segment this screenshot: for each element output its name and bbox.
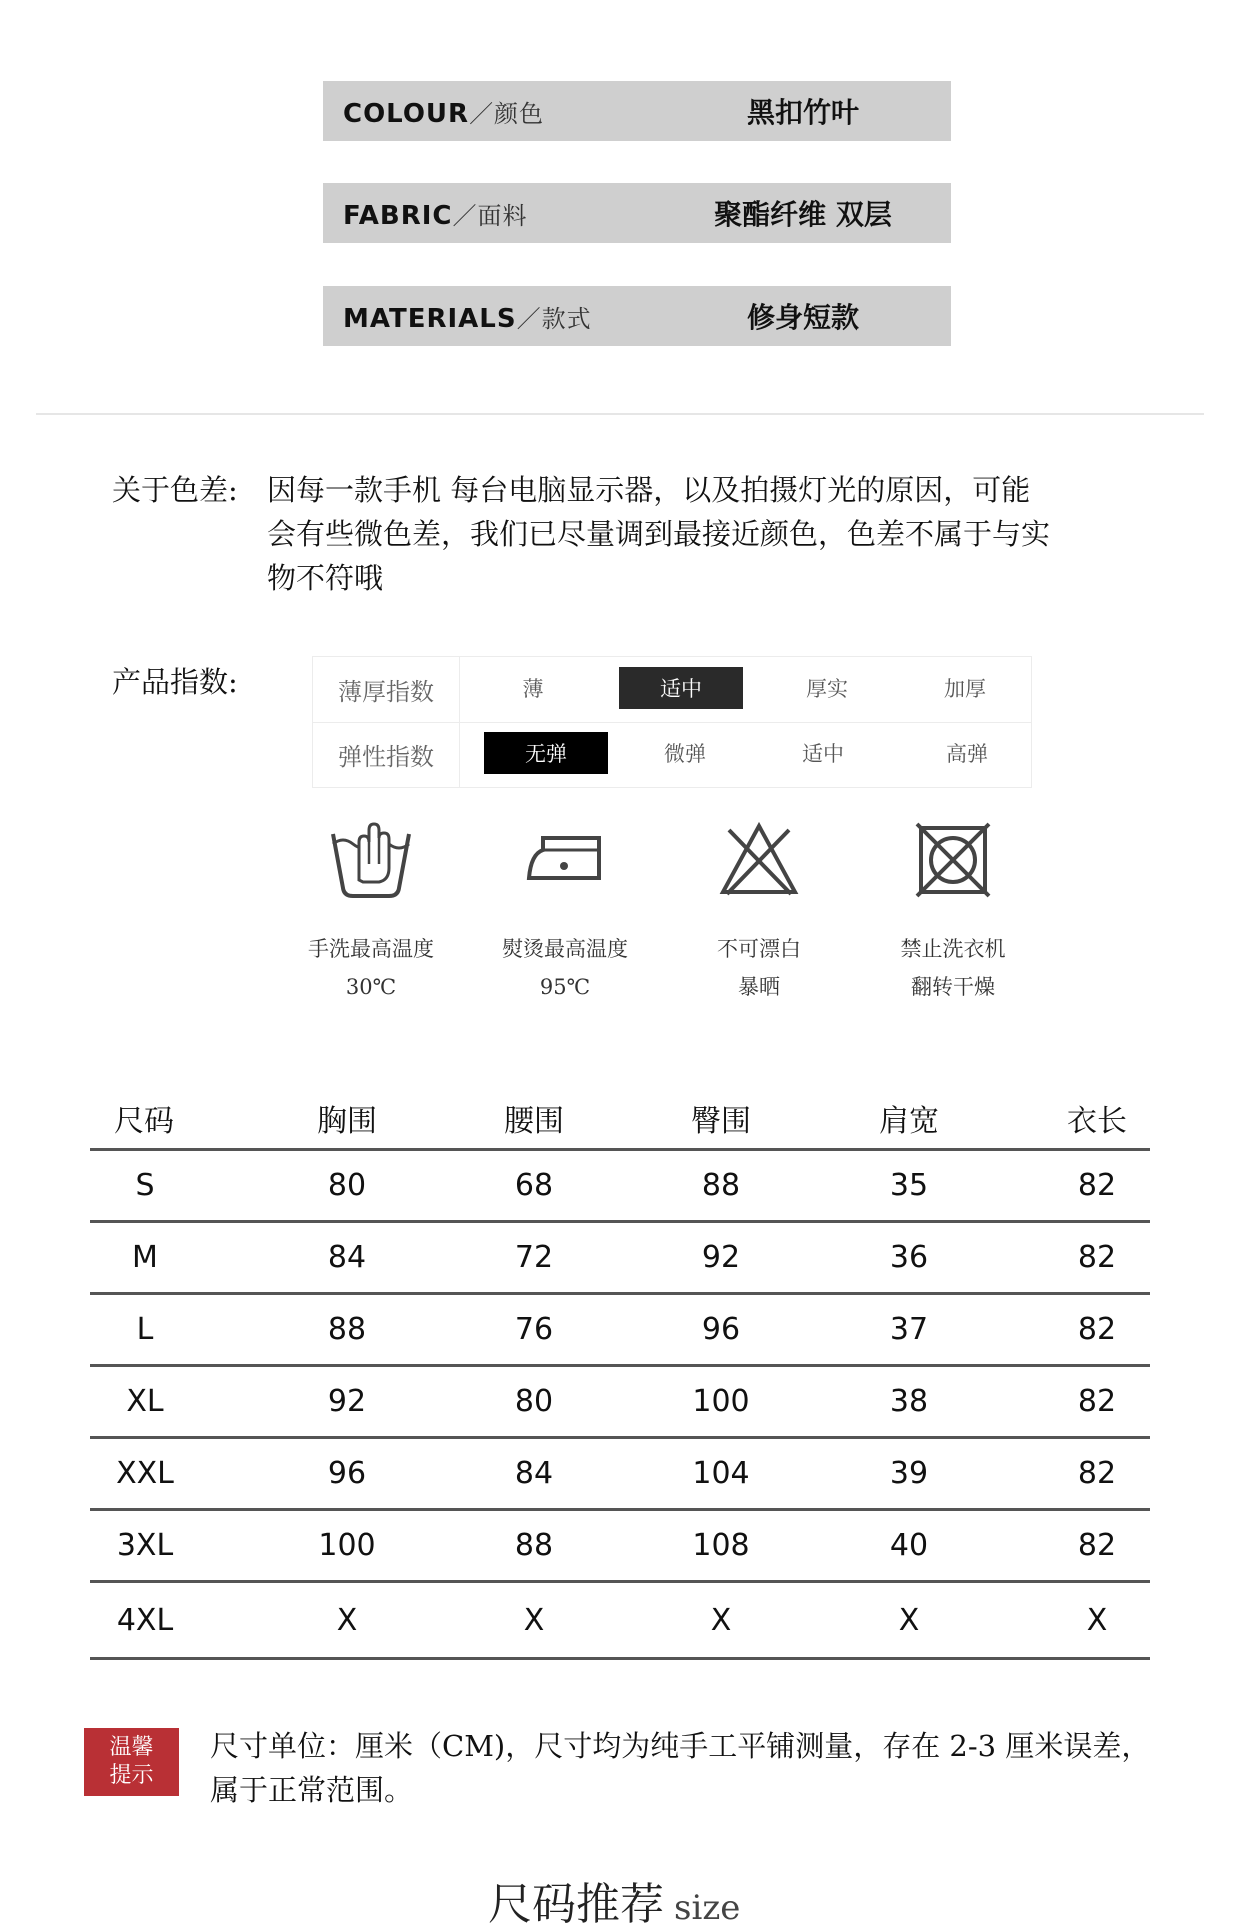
size-recommend-en: size bbox=[674, 1888, 741, 1928]
size-table-header bbox=[90, 1092, 1150, 1151]
table-cell: 82 bbox=[1077, 1528, 1117, 1563]
thickness-option: 薄 bbox=[522, 677, 544, 701]
table-cell: 82 bbox=[1077, 1384, 1117, 1419]
table-cell: 84 bbox=[327, 1240, 367, 1275]
table-row bbox=[90, 1439, 1150, 1511]
care-item-hand-wash bbox=[286, 820, 456, 1006]
elasticity-label: 弹性指数 bbox=[313, 722, 460, 787]
color-note-line: 会有些微色差，我们已尽量调到最接近颜色，色差不属于与实 bbox=[267, 517, 1051, 551]
size-cell: XXL bbox=[116, 1456, 174, 1491]
size-cell: 4XL bbox=[116, 1602, 174, 1638]
tip-line: 属于正常范围。 bbox=[210, 1773, 414, 1807]
header-cell: 衣长 bbox=[1067, 1104, 1127, 1139]
no-tumble-dry-icon bbox=[911, 820, 995, 900]
color-note-line: 物不符哦 bbox=[267, 561, 384, 595]
table-cell: 36 bbox=[889, 1240, 929, 1275]
thickness-option: 加厚 bbox=[944, 677, 986, 701]
care-label-line: 暴晒 bbox=[738, 975, 780, 999]
size-cell: S bbox=[135, 1168, 155, 1203]
header-cell: 肩宽 bbox=[879, 1104, 939, 1139]
hand-wash-icon bbox=[329, 820, 413, 900]
colour-bar bbox=[323, 81, 951, 141]
size-table bbox=[90, 1092, 1150, 1660]
table-cell: 80 bbox=[327, 1168, 367, 1203]
colour-label: COLOUR／颜色 bbox=[343, 98, 545, 129]
table-cell: 100 bbox=[692, 1384, 750, 1419]
section-divider bbox=[36, 413, 1204, 415]
tip-badge-line: 温馨 bbox=[109, 1735, 154, 1760]
care-item-no-tumble-dry bbox=[868, 820, 1038, 1006]
header-cell: 臀围 bbox=[691, 1104, 751, 1139]
size-cell: M bbox=[132, 1240, 158, 1275]
elasticity-option-selected: 无弹 bbox=[484, 732, 608, 774]
table-cell: 96 bbox=[701, 1312, 741, 1347]
fabric-label: FABRIC／面料 bbox=[343, 200, 528, 231]
color-note-line: 因每一款手机 每台电脑显示器，以及拍摄灯光的原因，可能 bbox=[267, 473, 1031, 507]
table-cell: 92 bbox=[327, 1384, 367, 1419]
table-row bbox=[90, 1367, 1150, 1439]
product-index-table bbox=[312, 656, 1032, 788]
care-label-line: 手洗最高温度 bbox=[308, 937, 434, 961]
care-label-line: 熨烫最高温度 bbox=[502, 937, 628, 961]
tip-badge-line: 提示 bbox=[109, 1763, 154, 1788]
size-cell: XL bbox=[126, 1384, 164, 1419]
fabric-value: 聚酯纤维 双层 bbox=[714, 198, 892, 231]
tip-badge bbox=[84, 1728, 179, 1796]
tip-line: 尺寸单位：厘米（CM)，尺寸均为纯手工平铺测量，存在 2-3 厘米误差， bbox=[210, 1729, 1151, 1763]
table-cell: 82 bbox=[1077, 1312, 1117, 1347]
table-cell: 104 bbox=[692, 1456, 750, 1491]
care-label-line: 禁止洗衣机 bbox=[900, 937, 1006, 961]
table-cell: 92 bbox=[701, 1240, 741, 1275]
table-cell: 68 bbox=[514, 1168, 554, 1203]
table-cell: X bbox=[710, 1602, 732, 1638]
header-cell: 腰围 bbox=[504, 1104, 564, 1139]
size-cell: 3XL bbox=[116, 1528, 174, 1563]
tip-text bbox=[210, 1724, 1170, 1812]
elasticity-row bbox=[313, 722, 1031, 787]
elasticity-option: 适中 bbox=[802, 742, 844, 766]
fabric-bar bbox=[323, 183, 951, 243]
materials-label: MATERIALS／款式 bbox=[343, 303, 592, 334]
header-cell: 尺码 bbox=[114, 1104, 174, 1139]
table-cell: 80 bbox=[514, 1384, 554, 1419]
no-bleach-icon bbox=[717, 820, 801, 900]
thickness-row bbox=[313, 657, 1031, 723]
table-cell: 88 bbox=[327, 1312, 367, 1347]
care-item-iron bbox=[480, 820, 650, 1006]
thickness-label: 薄厚指数 bbox=[313, 657, 460, 722]
table-cell: 108 bbox=[692, 1528, 750, 1563]
table-row bbox=[90, 1295, 1150, 1367]
elasticity-option: 高弹 bbox=[946, 742, 988, 766]
size-recommend-title bbox=[488, 1868, 740, 1932]
table-cell: X bbox=[336, 1602, 358, 1638]
care-label-line: 翻转干燥 bbox=[911, 975, 995, 999]
header-cell: 胸围 bbox=[317, 1104, 377, 1139]
table-row bbox=[90, 1223, 1150, 1295]
thickness-option-selected: 适中 bbox=[619, 667, 743, 709]
table-cell: 39 bbox=[889, 1456, 929, 1491]
product-index-title: 产品指数: bbox=[112, 665, 238, 699]
size-cell: L bbox=[136, 1312, 154, 1347]
table-row bbox=[90, 1583, 1150, 1660]
table-row bbox=[90, 1511, 1150, 1583]
elasticity-option: 微弹 bbox=[664, 742, 706, 766]
care-label-line: 95℃ bbox=[539, 975, 591, 999]
table-cell: 72 bbox=[514, 1240, 554, 1275]
table-cell: X bbox=[898, 1602, 920, 1638]
iron-icon bbox=[523, 820, 607, 900]
table-cell: X bbox=[523, 1602, 545, 1638]
table-cell: 40 bbox=[889, 1528, 929, 1563]
care-label-line: 30℃ bbox=[345, 975, 397, 999]
table-cell: 84 bbox=[514, 1456, 554, 1491]
table-cell: 35 bbox=[889, 1168, 929, 1203]
table-cell: 96 bbox=[327, 1456, 367, 1491]
materials-bar bbox=[323, 286, 951, 346]
table-cell: 88 bbox=[514, 1528, 554, 1563]
materials-value: 修身短款 bbox=[746, 301, 859, 334]
colour-value: 黑扣竹叶 bbox=[746, 96, 859, 129]
table-cell: 82 bbox=[1077, 1240, 1117, 1275]
table-cell: 76 bbox=[514, 1312, 554, 1347]
table-cell: 37 bbox=[889, 1312, 929, 1347]
size-recommend-cn: 尺码推荐 bbox=[488, 1879, 664, 1930]
table-cell: 82 bbox=[1077, 1168, 1117, 1203]
table-cell: 82 bbox=[1077, 1456, 1117, 1491]
table-cell: X bbox=[1086, 1602, 1108, 1638]
care-item-no-bleach bbox=[674, 820, 844, 1006]
color-note-title: 关于色差: bbox=[112, 473, 238, 507]
care-label-line: 不可漂白 bbox=[717, 937, 801, 961]
table-row bbox=[90, 1151, 1150, 1223]
thickness-option: 厚实 bbox=[806, 677, 848, 701]
table-cell: 88 bbox=[701, 1168, 741, 1203]
color-note-body bbox=[267, 468, 1107, 600]
table-cell: 100 bbox=[318, 1528, 376, 1563]
table-cell: 38 bbox=[889, 1384, 929, 1419]
